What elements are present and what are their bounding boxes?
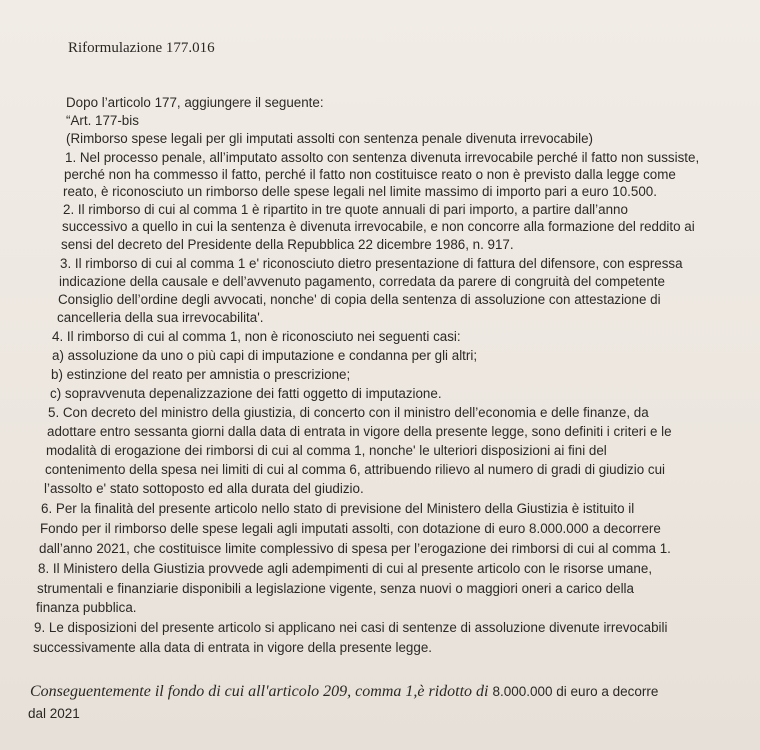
- text-line: dall’anno 2021, che costituisce limite complessivo di spesa per l’erogazione dei rimborsi di cui al comma 1.: [39, 541, 671, 556]
- text-line: “Art. 177-bis: [66, 113, 139, 128]
- text-line: strumentali e finanziarie disponibili a legislazione vigente, senza nuovi o maggiori oneri a carico della: [37, 581, 634, 596]
- text-line: successivamente alla data di entrata in vigore della presente legge.: [33, 640, 432, 655]
- text-line: finanza pubblica.: [36, 600, 137, 615]
- text-line: sensi del decreto del Presidente della Repubblica 22 dicembre 1986, n. 917.: [61, 237, 514, 252]
- document-title: Riformulazione 177.016: [68, 40, 215, 56]
- text-line: indicazione della causale e dell’avvenuto pagamento, corredata da parere di congruità del competente: [59, 274, 665, 289]
- text-line: 4. Il rimborso di cui al comma 1, non è riconosciuto nei seguenti casi:: [52, 329, 461, 344]
- text-line: c) sopravvenuta depenalizzazione dei fatti oggetto di imputazione.: [50, 386, 442, 401]
- text-line: reato, è riconosciuto un rimborso delle spese legali nel limite massimo di importo pari a euro 10.500.: [63, 184, 657, 199]
- text-line: successivo a quello in cui la sentenza è divenuta irrevocabile, e non concorre alla formazione del reddito ai: [62, 219, 695, 234]
- text-line: 8. Il Ministero della Giustizia provvede agli adempimenti di cui al presente articolo con le risorse umane,: [38, 561, 653, 576]
- text-line: 9. Le disposizioni del presente articolo si applicano nei casi di sentenze di assoluzione divenute irrevocabili: [34, 620, 668, 635]
- text-line: 3. Il rimborso di cui al comma 1 e' riconosciuto dietro presentazione di fattura del difensore, con espressa: [60, 256, 683, 271]
- conclusion-text: Conseguentemente il fondo di cui all'articolo 209, comma 1,è ridotto di: [30, 683, 489, 700]
- text-line: modalità di erogazione dei rimborsi di cui al comma 1, nonche' le ulteriori disposizioni ai fini del: [46, 443, 607, 458]
- text-line: Dopo l’articolo 177, aggiungere il seguente:: [66, 95, 324, 110]
- text-line: a) assoluzione da uno o più capi di imputazione e condanna per gli altri;: [52, 348, 478, 363]
- text-line: 5. Con decreto del ministro della giustizia, di concerto con il ministro dell’economia e delle finanze, da: [48, 405, 649, 420]
- conclusion-tail: dal 2021: [28, 706, 80, 721]
- text-line: Consiglio dell’ordine degli avvocati, nonche' di copia della sentenza di assoluzione con attestazione di: [58, 292, 661, 307]
- text-line: perché non ha commesso il fatto, perché il fatto non costituisce reato o non è previsto dalla legge come: [64, 167, 676, 182]
- text-line: cancelleria della sua irrevocabilita'.: [57, 310, 264, 325]
- text-line: 1. Nel processo penale, all’imputato assolto con sentenza divenuta irrevocabile perché il fatto non sussiste,: [65, 150, 700, 165]
- conclusion-amount: 8.000.000 di euro a decorre: [492, 684, 659, 699]
- text-line: adottare entro sessanta giorni dalla data di entrata in vigore della presente legge, sono definiti i criteri e le: [47, 424, 672, 439]
- text-line: b) estinzione del reato per amnistia o prescrizione;: [51, 367, 351, 382]
- text-line: 2. Il rimborso di cui al comma 1 è ripartito in tre quote annuali di pari importo, a partire dall’anno: [63, 202, 628, 217]
- text-line: Fondo per il rimborso delle spese legali agli imputati assolti, con dotazione di euro 8.000.000 a decorrere: [40, 521, 661, 536]
- text-line: 6. Per la finalità del presente articolo nello stato di previsione del Ministero della Giustizia è istituito il: [41, 501, 635, 516]
- text-line: (Rimborso spese legali per gli imputati assolti con sentenza penale divenuta irrevocabile): [66, 131, 593, 146]
- conclusion-line: [30, 683, 658, 701]
- text-line: l’assolto e' stato sottoposto ed alla durata del giudizio.: [44, 481, 364, 496]
- text-line: contenimento della spesa nei limiti di cui al comma 6, attribuendo rilievo al numero di gradi di giudizio cui: [45, 462, 666, 477]
